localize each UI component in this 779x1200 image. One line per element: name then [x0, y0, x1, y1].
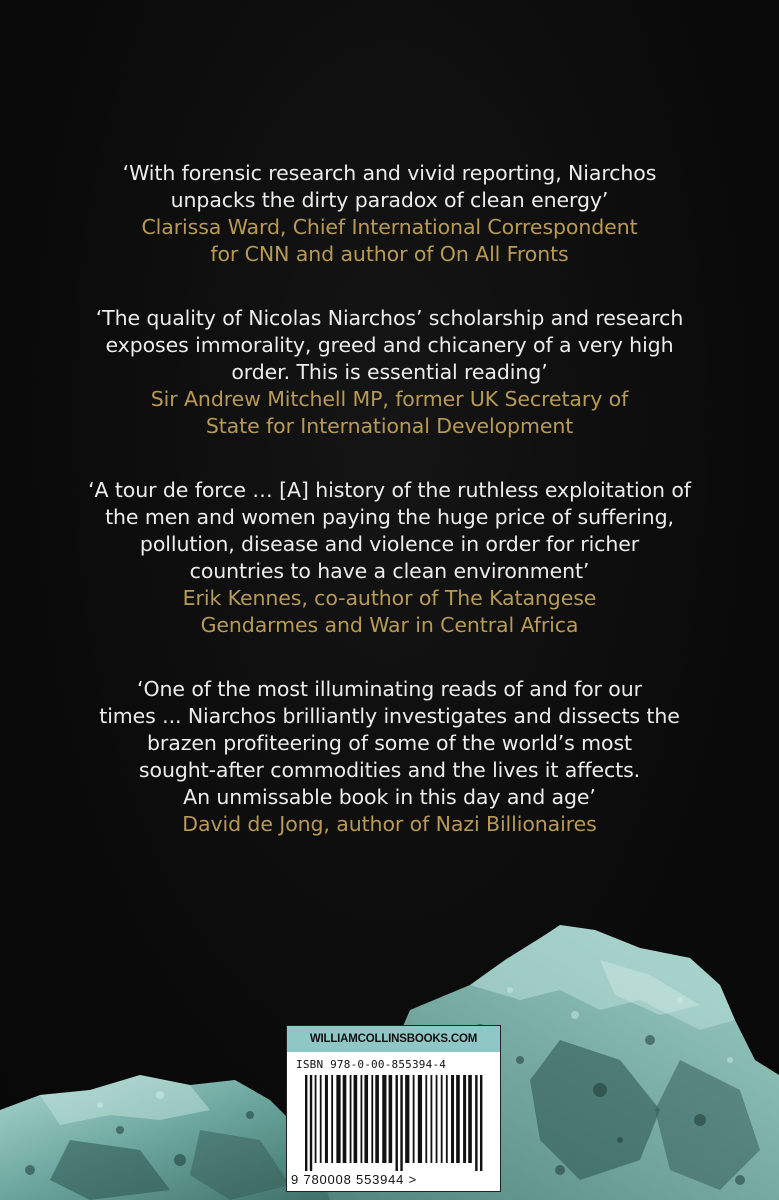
- barcode-bar: [364, 1075, 368, 1163]
- quote-attribution: [0, 585, 779, 639]
- quote-text: [0, 477, 779, 585]
- barcode-bar: [413, 1075, 415, 1163]
- quote-line: An unmissable book in this day and age’: [183, 785, 596, 809]
- barcode-bar: [343, 1075, 347, 1163]
- barcode-bar: [310, 1075, 312, 1171]
- barcode-bar: [354, 1075, 358, 1163]
- quote-attribution: [0, 386, 779, 440]
- attribution-line: for CNN and author of On All Fronts: [210, 242, 569, 266]
- barcode-bar: [382, 1075, 386, 1163]
- quote-line: times ... Niarchos brilliantly investigates and dissects the: [99, 704, 680, 728]
- barcode-bar: [441, 1075, 443, 1163]
- barcode-bar: [451, 1075, 454, 1163]
- barcode-bar: [361, 1075, 363, 1163]
- quote-line: ‘One of the most illuminating reads of and for our: [137, 677, 642, 701]
- quote-text: [0, 676, 779, 811]
- barcode-panel: [286, 1025, 501, 1192]
- attribution-line: Gendarmes and War in Central Africa: [200, 613, 579, 637]
- barcode-bar: [463, 1075, 466, 1163]
- barcode-bar: [456, 1075, 460, 1163]
- barcode-bar: [305, 1075, 307, 1171]
- barcode-bar: [371, 1075, 373, 1163]
- attribution-line: Sir Andrew Mitchell MP, former UK Secretary of: [150, 387, 629, 411]
- barcode-bar: [418, 1075, 422, 1163]
- review-quote: [0, 160, 779, 268]
- barcode-bars: [305, 1075, 485, 1171]
- barcode-bar: [468, 1075, 472, 1163]
- attribution-line: Clarissa Ward, Chief International Correspondent: [141, 215, 638, 239]
- quote-line: ‘A tour de force … [A] history of the ruthless exploitation of: [88, 478, 691, 502]
- quote-line: sought-after commodities and the lives it affects.: [138, 758, 641, 782]
- barcode-bar: [446, 1075, 448, 1163]
- quote-line: order. This is essential reading’: [231, 360, 548, 384]
- review-quotes: [0, 160, 779, 875]
- quote-line: the men and women paying the huge price of suffering,: [105, 505, 674, 529]
- barcode-bar: [315, 1075, 317, 1163]
- review-quote: [0, 305, 779, 440]
- quote-line: pollution, disease and violence in order for richer: [139, 532, 640, 556]
- barcode-bar: [405, 1075, 409, 1163]
- barcode-bar: [436, 1075, 438, 1163]
- quote-line: ‘The quality of Nicolas Niarchos’ scholarship and research: [95, 306, 684, 330]
- barcode-bar: [320, 1075, 322, 1163]
- barcode-bar: [350, 1075, 352, 1163]
- review-quote: [0, 676, 779, 838]
- barcode-bar: [475, 1075, 477, 1171]
- barcode-bar: [396, 1075, 398, 1171]
- barcode-bar: [480, 1075, 482, 1171]
- quote-attribution: [0, 214, 779, 268]
- review-quote: [0, 477, 779, 639]
- barcode-bar: [325, 1075, 328, 1163]
- quote-text: [0, 305, 779, 386]
- barcode-bar: [400, 1075, 402, 1171]
- quote-line: unpacks the dirty paradox of clean energy’: [170, 188, 609, 212]
- attribution-line: David de Jong, author of Nazi Billionaires: [182, 812, 597, 836]
- isbn-label: ISBN 978-0-00-855394-4: [296, 1058, 447, 1071]
- quote-attribution: [0, 811, 779, 838]
- barcode-bar: [336, 1075, 340, 1163]
- attribution-line: Erik Kennes, co-author of The Katangese: [182, 586, 597, 610]
- quote-line: ‘With forensic research and vivid reporting, Niarchos: [122, 161, 657, 185]
- quote-line: exposes immorality, greed and chicanery of a very high: [105, 333, 674, 357]
- quote-text: [0, 160, 779, 214]
- attribution-line: State for International Development: [205, 414, 574, 438]
- publisher-website: WILLIAMCOLLINSBOOKS.COM: [287, 1026, 500, 1052]
- barcode-bar: [389, 1075, 393, 1163]
- barcode-bar: [375, 1075, 379, 1163]
- quote-line: countries to have a clean environment’: [189, 559, 590, 583]
- barcode-bar: [331, 1075, 333, 1163]
- barcode-bar: [425, 1075, 427, 1163]
- quote-line: brazen profiteering of some of the world’s most: [147, 731, 632, 755]
- barcode-bar: [431, 1075, 433, 1163]
- barcode-digits: 9 780008 553944 >: [291, 1172, 418, 1187]
